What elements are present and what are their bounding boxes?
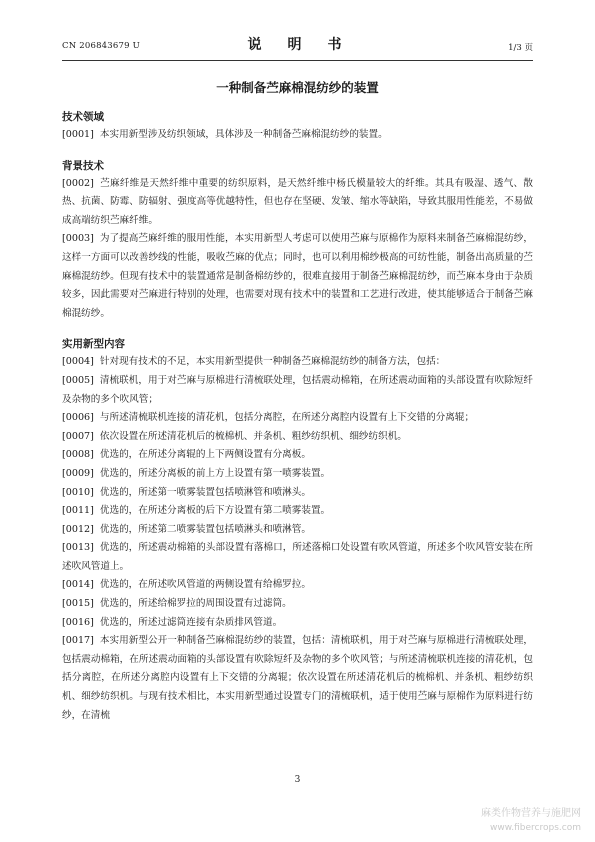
paragraph-text: 本实用新型公开一种制备苎麻棉混纺纱的装置，包括：清梳联机，用于对苎麻与原棉进行清梳联处理，包括震动棉箱，在所述震动面箱的头部设置有吹除短纤及杂物的多个吹风管；与所述清梳联机连接的清花机，包括分离腔，在所述分离腔内设置有上下交错的分离辊；依次设置在所述清花机后的梳棉机、并条机、粗纱纺织机、细纱纺织机。与现有技术相比，本实用新型通过设置专门的清梳联机，适于使用苎麻与原棉作为原料进行纺纱，在清梳 <box>62 635 533 721</box>
paragraph-number: [0012] <box>62 523 94 535</box>
watermark <box>481 807 581 835</box>
paragraph-text: 优选的，所述分离板的前上方上设置有第一喷雾装置。 <box>99 467 331 479</box>
paragraph-number: [0013] <box>62 542 94 554</box>
paragraph-text: 苎麻纤维是天然纤维中重要的纺织原料，是天然纤维中杨氏模量较大的纤维。其具有吸湿、透气、散热、抗菌、防霉、防辐射、强度高等优越特性，但也存在坚硬、发皱、缩水等缺陷，导致其服用性能差，不易做成高端纺织苎麻纤维。 <box>62 177 533 226</box>
paragraph-number: [0014] <box>62 579 94 591</box>
paragraph <box>62 446 533 465</box>
paragraph-text: 针对现有技术的不足，本实用新型提供一种制备苎麻棉混纺纱的制备方法，包括： <box>99 356 446 368</box>
page-count: 1/3 页 <box>508 43 533 53</box>
paragraph <box>62 632 533 725</box>
page-number: 3 <box>294 775 301 785</box>
paragraph-text: 优选的，在所述分离辊的上下两侧设置有分离板。 <box>99 449 311 461</box>
paragraph-number: [0006] <box>62 412 94 424</box>
paragraph-text: 优选的，所述过滤筒连接有杂质排风管道。 <box>99 616 283 628</box>
section <box>62 159 533 324</box>
paragraph <box>62 502 533 521</box>
document-body <box>62 96 533 725</box>
paragraph-text: 优选的，所述震动棉箱的头部设置有落棉口，所述落棉口处设置有吹风管道，所述多个吹风管安装在所述吹风管道上。 <box>62 542 533 572</box>
paragraph-number: [0001] <box>62 129 94 140</box>
page-header <box>62 31 533 57</box>
paragraph-text: 优选的，所述给棉罗拉的周围设置有过滤筒。 <box>99 598 292 610</box>
paragraph <box>62 576 533 595</box>
paragraph-number: [0009] <box>62 467 94 479</box>
paragraph-number: [0010] <box>62 486 94 498</box>
paragraph-text: 优选的，在所述吹风管道的两侧设置有给棉罗拉。 <box>99 579 311 591</box>
paragraph-number: [0011] <box>62 505 94 517</box>
paragraph-number: [0002] <box>62 177 94 189</box>
paragraph-number: [0015] <box>62 598 94 610</box>
paragraph-number: [0005] <box>62 374 94 386</box>
paragraph-number: [0003] <box>62 233 94 245</box>
paragraph <box>62 484 533 503</box>
paragraph-text: 优选的，所述第一喷雾装置包括喷淋管和喷淋头。 <box>99 486 311 498</box>
section-heading: 背景技术 <box>62 159 104 172</box>
paragraph <box>62 126 533 145</box>
paragraph <box>62 409 533 428</box>
watermark-site-name: 麻类作物营养与施肥网 <box>481 808 581 819</box>
section-heading: 技术领域 <box>62 111 104 123</box>
paragraph-text: 优选的，在所述分离板的后下方设置有第二喷雾装置。 <box>99 505 331 517</box>
paragraph-number: [0016] <box>62 616 94 628</box>
paragraph <box>62 521 533 540</box>
paragraph <box>62 595 533 614</box>
paragraph-number: [0017] <box>62 635 94 647</box>
paragraph <box>62 230 533 323</box>
paragraph <box>62 175 533 231</box>
paragraph-text: 清梳联机，用于对苎麻与原棉进行清梳联处理，包括震动棉箱，在所述震动面箱的头部设置有吹除短纤及杂物的多个吹风管； <box>62 374 533 405</box>
paragraph <box>62 465 533 484</box>
paragraph-text: 与所述清梳联机连接的清花机，包括分离腔，在所述分离腔内设置有上下交错的分离辊； <box>99 412 475 424</box>
paragraph <box>62 372 533 409</box>
document-type-title: 说 明 书 <box>247 37 348 53</box>
section <box>62 337 533 725</box>
paragraph <box>62 614 533 633</box>
publication-number: CN 206843679 U <box>62 41 140 51</box>
section-heading: 实用新型内容 <box>62 338 125 351</box>
paragraph-number: [0004] <box>62 356 94 368</box>
header-divider <box>62 60 533 61</box>
watermark-url: www.fibercrops.com <box>490 823 581 833</box>
paragraph-text: 为了提高苎麻纤维的服用性能，本实用新型人考虑可以使用苎麻与原棉作为原料来制备苎麻棉混纺纱，这样一方面可以改善纱线的性能，吸收苎麻的优点；同时，也可以利用棉纱极高的可纺性能，制备出高质量的苎麻棉混纺纱。但现有技术中的装置通常是制备棉纺纱的，很难直接用于制备苎麻棉混纺纱，而苎麻本身由于杂质较多，因此需要对苎麻进行特别的处理，也需要对现有技术中的装置和工艺进行改进，使其能够适合于制备苎麻棉混纺纱。 <box>62 233 533 319</box>
paragraph-text: 优选的，所述第二喷雾装置包括喷淋头和喷淋管。 <box>99 523 311 535</box>
paragraph <box>62 353 533 372</box>
section <box>62 110 533 145</box>
document-title: 一种制备苎麻棉混纺纱的装置 <box>216 80 379 95</box>
paragraph-text: 依次设置在所述清花机后的梳棉机、并条机、粗纱纺织机、细纱纺织机。 <box>99 430 407 442</box>
paragraph-text: 本实用新型涉及纺织领域，具体涉及一种制备苎麻棉混纺纱的装置。 <box>99 129 388 140</box>
paragraph-number: [0007] <box>62 430 94 442</box>
paragraph <box>62 539 533 576</box>
paragraph-number: [0008] <box>62 449 94 461</box>
paragraph <box>62 428 533 447</box>
